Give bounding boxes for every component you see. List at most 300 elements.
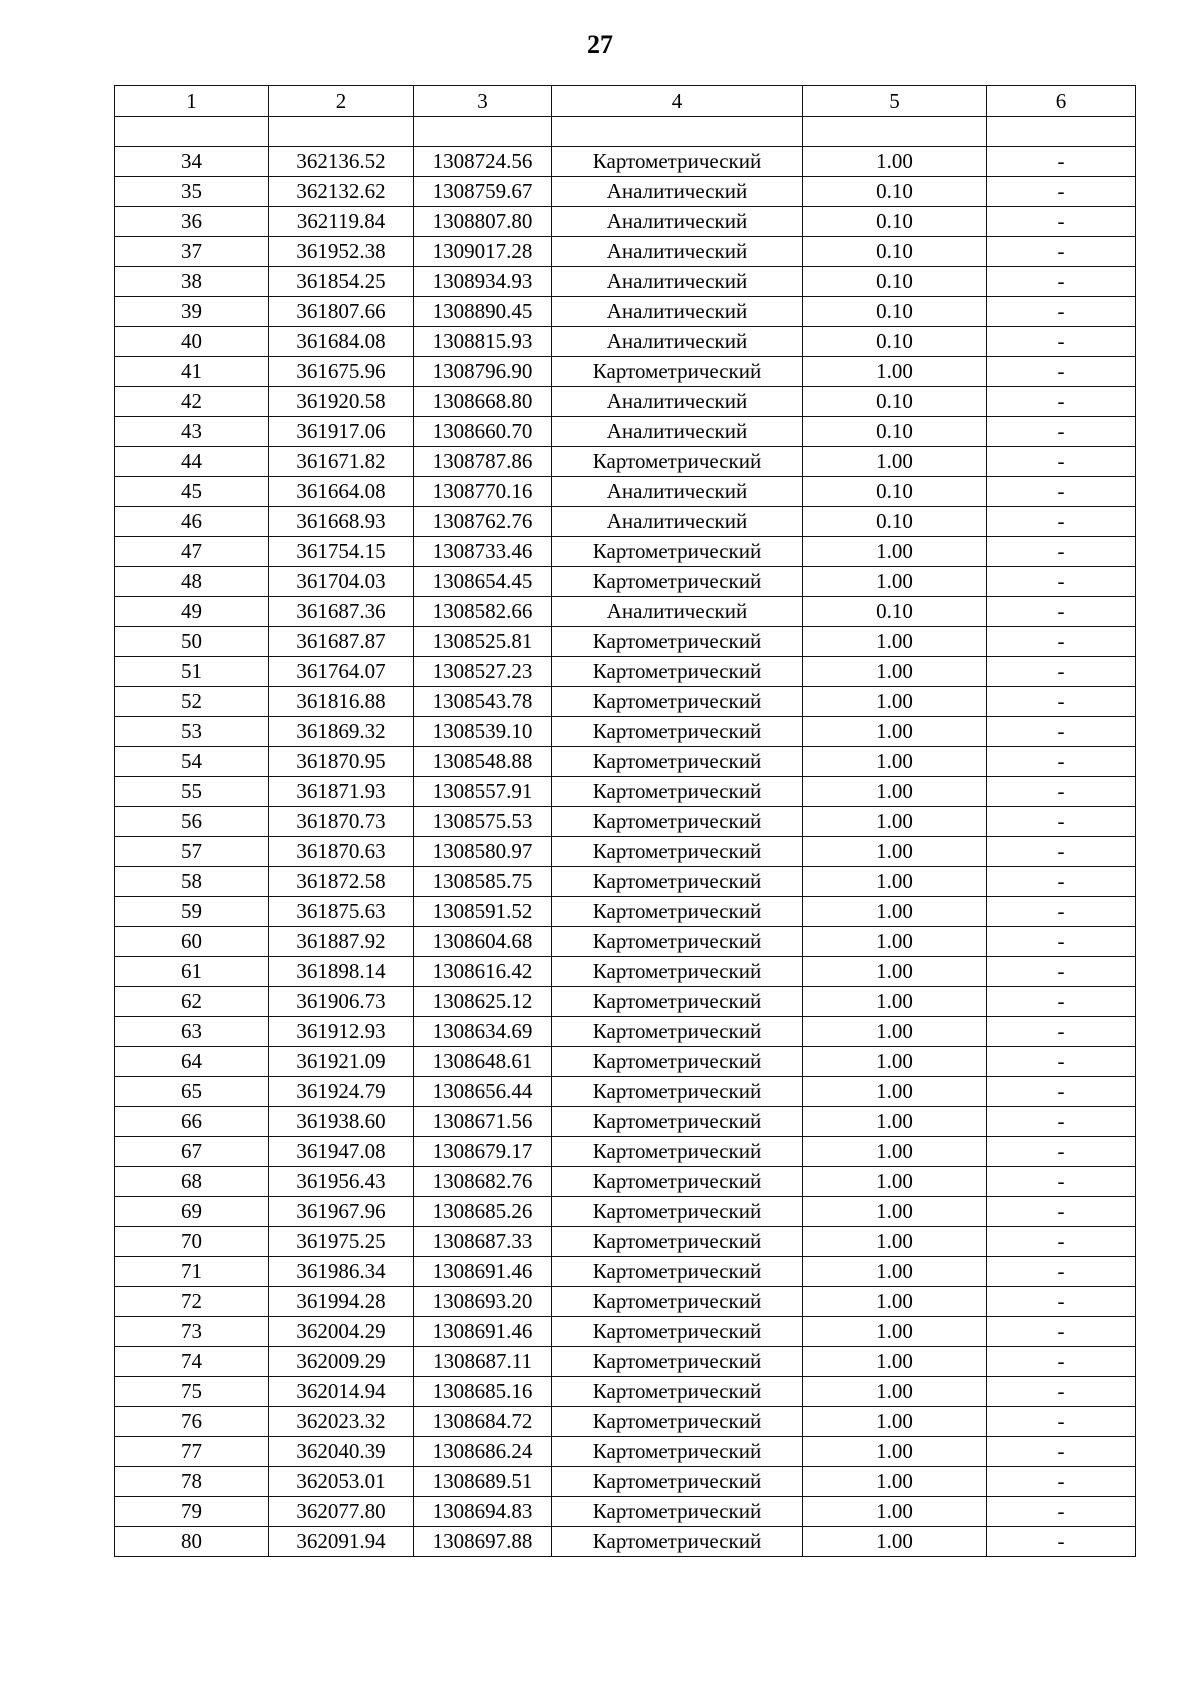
table-row	[115, 687, 1136, 717]
y-coordinate-cell: 1308762.76	[414, 507, 552, 537]
table-row	[115, 1017, 1136, 1047]
point-number-cell: 76	[115, 1407, 269, 1437]
method-cell: Аналитический	[552, 477, 803, 507]
y-coordinate-cell: 1308934.93	[414, 267, 552, 297]
point-number-cell: 72	[115, 1287, 269, 1317]
point-number-cell: 51	[115, 657, 269, 687]
point-number-cell: 71	[115, 1257, 269, 1287]
x-coordinate-cell: 361684.08	[269, 327, 414, 357]
method-cell: Картометрический	[552, 147, 803, 177]
table-header-row	[115, 86, 1136, 117]
point-number-cell: 39	[115, 297, 269, 327]
table-row	[115, 1467, 1136, 1497]
point-number-cell: 35	[115, 177, 269, 207]
note-cell: -	[987, 417, 1136, 447]
table-row	[115, 327, 1136, 357]
accuracy-cell: 1.00	[803, 687, 987, 717]
note-cell: -	[987, 1407, 1136, 1437]
accuracy-cell: 1.00	[803, 1317, 987, 1347]
accuracy-cell: 0.10	[803, 417, 987, 447]
note-cell: -	[987, 747, 1136, 777]
column-header: 2	[269, 86, 414, 117]
note-cell: -	[987, 1317, 1136, 1347]
table-row	[115, 297, 1136, 327]
table-row	[115, 267, 1136, 297]
accuracy-cell: 1.00	[803, 1527, 987, 1557]
point-number-cell: 65	[115, 1077, 269, 1107]
y-coordinate-cell: 1308686.24	[414, 1437, 552, 1467]
accuracy-cell: 1.00	[803, 957, 987, 987]
y-coordinate-cell: 1308648.61	[414, 1047, 552, 1077]
accuracy-cell: 1.00	[803, 567, 987, 597]
point-number-cell: 69	[115, 1197, 269, 1227]
y-coordinate-cell: 1308585.75	[414, 867, 552, 897]
table-row	[115, 1227, 1136, 1257]
y-coordinate-cell: 1308693.20	[414, 1287, 552, 1317]
note-cell: -	[987, 567, 1136, 597]
x-coordinate-cell: 361875.63	[269, 897, 414, 927]
note-cell: -	[987, 987, 1136, 1017]
point-number-cell: 75	[115, 1377, 269, 1407]
coordinates-table	[114, 85, 1136, 1557]
note-cell: -	[987, 957, 1136, 987]
method-cell: Картометрический	[552, 1107, 803, 1137]
y-coordinate-cell: 1308671.56	[414, 1107, 552, 1137]
table-row	[115, 717, 1136, 747]
y-coordinate-cell: 1308787.86	[414, 447, 552, 477]
table-row	[115, 897, 1136, 927]
note-cell: -	[987, 1377, 1136, 1407]
table-row	[115, 1287, 1136, 1317]
point-number-cell: 43	[115, 417, 269, 447]
x-coordinate-cell: 362004.29	[269, 1317, 414, 1347]
note-cell: -	[987, 1497, 1136, 1527]
x-coordinate-cell: 362023.32	[269, 1407, 414, 1437]
method-cell: Картометрический	[552, 1317, 803, 1347]
note-cell: -	[987, 537, 1136, 567]
point-number-cell: 38	[115, 267, 269, 297]
y-coordinate-cell: 1308682.76	[414, 1167, 552, 1197]
table-row	[115, 1137, 1136, 1167]
x-coordinate-cell: 362053.01	[269, 1467, 414, 1497]
method-cell: Картометрический	[552, 717, 803, 747]
point-number-cell: 63	[115, 1017, 269, 1047]
y-coordinate-cell: 1308527.23	[414, 657, 552, 687]
table-row	[115, 417, 1136, 447]
accuracy-cell: 0.10	[803, 177, 987, 207]
column-header: 4	[552, 86, 803, 117]
x-coordinate-cell: 361956.43	[269, 1167, 414, 1197]
table-row	[115, 357, 1136, 387]
method-cell: Аналитический	[552, 417, 803, 447]
method-cell: Аналитический	[552, 237, 803, 267]
accuracy-cell: 1.00	[803, 357, 987, 387]
y-coordinate-cell: 1308654.45	[414, 567, 552, 597]
accuracy-cell: 1.00	[803, 1257, 987, 1287]
point-number-cell: 60	[115, 927, 269, 957]
note-cell: -	[987, 357, 1136, 387]
y-coordinate-cell: 1308691.46	[414, 1257, 552, 1287]
column-header: 5	[803, 86, 987, 117]
table-row	[115, 1197, 1136, 1227]
x-coordinate-cell: 361952.38	[269, 237, 414, 267]
accuracy-cell: 1.00	[803, 657, 987, 687]
point-number-cell: 74	[115, 1347, 269, 1377]
method-cell: Картометрический	[552, 927, 803, 957]
method-cell: Картометрический	[552, 1137, 803, 1167]
accuracy-cell: 1.00	[803, 147, 987, 177]
accuracy-cell: 0.10	[803, 297, 987, 327]
note-cell: -	[987, 1197, 1136, 1227]
x-coordinate-cell: 361764.07	[269, 657, 414, 687]
note-cell: -	[987, 1437, 1136, 1467]
blank-cell	[115, 117, 269, 147]
table-row	[115, 1377, 1136, 1407]
point-number-cell: 73	[115, 1317, 269, 1347]
point-number-cell: 64	[115, 1047, 269, 1077]
accuracy-cell: 0.10	[803, 597, 987, 627]
x-coordinate-cell: 362009.29	[269, 1347, 414, 1377]
y-coordinate-cell: 1308616.42	[414, 957, 552, 987]
y-coordinate-cell: 1308580.97	[414, 837, 552, 867]
accuracy-cell: 1.00	[803, 1227, 987, 1257]
method-cell: Картометрический	[552, 1497, 803, 1527]
point-number-cell: 41	[115, 357, 269, 387]
accuracy-cell: 1.00	[803, 837, 987, 867]
note-cell: -	[987, 207, 1136, 237]
column-header: 1	[115, 86, 269, 117]
x-coordinate-cell: 361975.25	[269, 1227, 414, 1257]
accuracy-cell: 1.00	[803, 927, 987, 957]
blank-cell	[414, 117, 552, 147]
x-coordinate-cell: 362077.80	[269, 1497, 414, 1527]
blank-cell	[987, 117, 1136, 147]
method-cell: Аналитический	[552, 327, 803, 357]
x-coordinate-cell: 361938.60	[269, 1107, 414, 1137]
accuracy-cell: 1.00	[803, 1287, 987, 1317]
x-coordinate-cell: 361869.32	[269, 717, 414, 747]
accuracy-cell: 0.10	[803, 387, 987, 417]
table-row	[115, 1527, 1136, 1557]
y-coordinate-cell: 1308685.26	[414, 1197, 552, 1227]
method-cell: Картометрический	[552, 657, 803, 687]
method-cell: Картометрический	[552, 447, 803, 477]
x-coordinate-cell: 361754.15	[269, 537, 414, 567]
method-cell: Картометрический	[552, 687, 803, 717]
method-cell: Аналитический	[552, 387, 803, 417]
note-cell: -	[987, 927, 1136, 957]
x-coordinate-cell: 361671.82	[269, 447, 414, 477]
accuracy-cell: 1.00	[803, 1467, 987, 1497]
x-coordinate-cell: 361668.93	[269, 507, 414, 537]
method-cell: Картометрический	[552, 1197, 803, 1227]
x-coordinate-cell: 361912.93	[269, 1017, 414, 1047]
table-row	[115, 567, 1136, 597]
accuracy-cell: 1.00	[803, 1137, 987, 1167]
accuracy-cell: 1.00	[803, 627, 987, 657]
point-number-cell: 70	[115, 1227, 269, 1257]
y-coordinate-cell: 1308684.72	[414, 1407, 552, 1437]
accuracy-cell: 1.00	[803, 1047, 987, 1077]
note-cell: -	[987, 447, 1136, 477]
column-header: 6	[987, 86, 1136, 117]
point-number-cell: 54	[115, 747, 269, 777]
note-cell: -	[987, 1347, 1136, 1377]
table-row	[115, 657, 1136, 687]
blank-cell	[552, 117, 803, 147]
table-row	[115, 147, 1136, 177]
method-cell: Картометрический	[552, 867, 803, 897]
method-cell: Аналитический	[552, 507, 803, 537]
x-coordinate-cell: 362014.94	[269, 1377, 414, 1407]
x-coordinate-cell: 361898.14	[269, 957, 414, 987]
table-row	[115, 177, 1136, 207]
note-cell: -	[987, 507, 1136, 537]
method-cell: Картометрический	[552, 1227, 803, 1257]
method-cell: Картометрический	[552, 1047, 803, 1077]
table-row	[115, 927, 1136, 957]
y-coordinate-cell: 1308548.88	[414, 747, 552, 777]
method-cell: Картометрический	[552, 987, 803, 1017]
table-row	[115, 237, 1136, 267]
x-coordinate-cell: 361816.88	[269, 687, 414, 717]
note-cell: -	[987, 177, 1136, 207]
accuracy-cell: 1.00	[803, 447, 987, 477]
note-cell: -	[987, 1467, 1136, 1497]
point-number-cell: 45	[115, 477, 269, 507]
table-row	[115, 1077, 1136, 1107]
y-coordinate-cell: 1308687.11	[414, 1347, 552, 1377]
note-cell: -	[987, 777, 1136, 807]
point-number-cell: 37	[115, 237, 269, 267]
table-row	[115, 1167, 1136, 1197]
note-cell: -	[987, 1017, 1136, 1047]
note-cell: -	[987, 807, 1136, 837]
method-cell: Аналитический	[552, 207, 803, 237]
x-coordinate-cell: 361687.36	[269, 597, 414, 627]
accuracy-cell: 1.00	[803, 897, 987, 927]
x-coordinate-cell: 361967.96	[269, 1197, 414, 1227]
blank-cell	[803, 117, 987, 147]
point-number-cell: 79	[115, 1497, 269, 1527]
table-row	[115, 1437, 1136, 1467]
point-number-cell: 61	[115, 957, 269, 987]
table-row	[115, 207, 1136, 237]
x-coordinate-cell: 362132.62	[269, 177, 414, 207]
point-number-cell: 57	[115, 837, 269, 867]
note-cell: -	[987, 1047, 1136, 1077]
accuracy-cell: 1.00	[803, 1107, 987, 1137]
y-coordinate-cell: 1308694.83	[414, 1497, 552, 1527]
note-cell: -	[987, 237, 1136, 267]
note-cell: -	[987, 837, 1136, 867]
table-row	[115, 1107, 1136, 1137]
table-row	[115, 387, 1136, 417]
y-coordinate-cell: 1308582.66	[414, 597, 552, 627]
point-number-cell: 80	[115, 1527, 269, 1557]
note-cell: -	[987, 387, 1136, 417]
table-row	[115, 957, 1136, 987]
y-coordinate-cell: 1309017.28	[414, 237, 552, 267]
x-coordinate-cell: 361872.58	[269, 867, 414, 897]
method-cell: Аналитический	[552, 297, 803, 327]
note-cell: -	[987, 627, 1136, 657]
note-cell: -	[987, 867, 1136, 897]
x-coordinate-cell: 362136.52	[269, 147, 414, 177]
note-cell: -	[987, 897, 1136, 927]
note-cell: -	[987, 1257, 1136, 1287]
y-coordinate-cell: 1308591.52	[414, 897, 552, 927]
point-number-cell: 49	[115, 597, 269, 627]
table-row	[115, 537, 1136, 567]
accuracy-cell: 1.00	[803, 717, 987, 747]
table-row	[115, 837, 1136, 867]
note-cell: -	[987, 267, 1136, 297]
method-cell: Картометрический	[552, 747, 803, 777]
table-row	[115, 477, 1136, 507]
accuracy-cell: 1.00	[803, 777, 987, 807]
page-number: 27	[587, 30, 613, 59]
accuracy-cell: 1.00	[803, 1167, 987, 1197]
accuracy-cell: 1.00	[803, 1407, 987, 1437]
y-coordinate-cell: 1308689.51	[414, 1467, 552, 1497]
x-coordinate-cell: 361924.79	[269, 1077, 414, 1107]
y-coordinate-cell: 1308807.80	[414, 207, 552, 237]
table-row	[115, 1407, 1136, 1437]
point-number-cell: 77	[115, 1437, 269, 1467]
method-cell: Картометрический	[552, 1017, 803, 1047]
x-coordinate-cell: 361947.08	[269, 1137, 414, 1167]
note-cell: -	[987, 1227, 1136, 1257]
x-coordinate-cell: 361917.06	[269, 417, 414, 447]
accuracy-cell: 1.00	[803, 1347, 987, 1377]
method-cell: Картометрический	[552, 1347, 803, 1377]
x-coordinate-cell: 362040.39	[269, 1437, 414, 1467]
y-coordinate-cell: 1308687.33	[414, 1227, 552, 1257]
method-cell: Картометрический	[552, 537, 803, 567]
point-number-cell: 46	[115, 507, 269, 537]
method-cell: Картометрический	[552, 1167, 803, 1197]
x-coordinate-cell: 361887.92	[269, 927, 414, 957]
y-coordinate-cell: 1308668.80	[414, 387, 552, 417]
method-cell: Картометрический	[552, 567, 803, 597]
y-coordinate-cell: 1308525.81	[414, 627, 552, 657]
point-number-cell: 59	[115, 897, 269, 927]
x-coordinate-cell: 361870.95	[269, 747, 414, 777]
accuracy-cell: 1.00	[803, 807, 987, 837]
table-row	[115, 1347, 1136, 1377]
note-cell: -	[987, 297, 1136, 327]
accuracy-cell: 1.00	[803, 1017, 987, 1047]
method-cell: Аналитический	[552, 177, 803, 207]
x-coordinate-cell: 362119.84	[269, 207, 414, 237]
method-cell: Картометрический	[552, 777, 803, 807]
note-cell: -	[987, 597, 1136, 627]
method-cell: Картометрический	[552, 627, 803, 657]
method-cell: Аналитический	[552, 267, 803, 297]
method-cell: Картометрический	[552, 1077, 803, 1107]
method-cell: Картометрический	[552, 1527, 803, 1557]
note-cell: -	[987, 717, 1136, 747]
x-coordinate-cell: 362091.94	[269, 1527, 414, 1557]
x-coordinate-cell: 361870.63	[269, 837, 414, 867]
accuracy-cell: 0.10	[803, 207, 987, 237]
accuracy-cell: 1.00	[803, 1377, 987, 1407]
point-number-cell: 47	[115, 537, 269, 567]
table-row	[115, 627, 1136, 657]
y-coordinate-cell: 1308815.93	[414, 327, 552, 357]
table-row	[115, 1497, 1136, 1527]
note-cell: -	[987, 1167, 1136, 1197]
method-cell: Картометрический	[552, 1377, 803, 1407]
accuracy-cell: 1.00	[803, 987, 987, 1017]
accuracy-cell: 0.10	[803, 237, 987, 267]
method-cell: Аналитический	[552, 597, 803, 627]
table-row	[115, 447, 1136, 477]
x-coordinate-cell: 361854.25	[269, 267, 414, 297]
point-number-cell: 40	[115, 327, 269, 357]
point-number-cell: 56	[115, 807, 269, 837]
note-cell: -	[987, 327, 1136, 357]
point-number-cell: 44	[115, 447, 269, 477]
accuracy-cell: 1.00	[803, 537, 987, 567]
point-number-cell: 36	[115, 207, 269, 237]
note-cell: -	[987, 1287, 1136, 1317]
point-number-cell: 52	[115, 687, 269, 717]
y-coordinate-cell: 1308685.16	[414, 1377, 552, 1407]
note-cell: -	[987, 477, 1136, 507]
y-coordinate-cell: 1308625.12	[414, 987, 552, 1017]
table-row	[115, 1257, 1136, 1287]
point-number-cell: 53	[115, 717, 269, 747]
column-header: 3	[414, 86, 552, 117]
accuracy-cell: 1.00	[803, 1197, 987, 1227]
note-cell: -	[987, 1077, 1136, 1107]
x-coordinate-cell: 361920.58	[269, 387, 414, 417]
note-cell: -	[987, 657, 1136, 687]
table-row	[115, 597, 1136, 627]
x-coordinate-cell: 361871.93	[269, 777, 414, 807]
note-cell: -	[987, 687, 1136, 717]
y-coordinate-cell: 1308697.88	[414, 1527, 552, 1557]
y-coordinate-cell: 1308796.90	[414, 357, 552, 387]
note-cell: -	[987, 1107, 1136, 1137]
table-row	[115, 867, 1136, 897]
method-cell: Картометрический	[552, 357, 803, 387]
method-cell: Картометрический	[552, 1287, 803, 1317]
blank-cell	[269, 117, 414, 147]
table-row	[115, 1047, 1136, 1077]
y-coordinate-cell: 1308770.16	[414, 477, 552, 507]
y-coordinate-cell: 1308634.69	[414, 1017, 552, 1047]
accuracy-cell: 1.00	[803, 1077, 987, 1107]
x-coordinate-cell: 361921.09	[269, 1047, 414, 1077]
y-coordinate-cell: 1308575.53	[414, 807, 552, 837]
table-row	[115, 807, 1136, 837]
x-coordinate-cell: 361807.66	[269, 297, 414, 327]
table-row	[115, 777, 1136, 807]
y-coordinate-cell: 1308679.17	[414, 1137, 552, 1167]
y-coordinate-cell: 1308759.67	[414, 177, 552, 207]
method-cell: Картометрический	[552, 837, 803, 867]
accuracy-cell: 1.00	[803, 1497, 987, 1527]
y-coordinate-cell: 1308543.78	[414, 687, 552, 717]
y-coordinate-cell: 1308691.46	[414, 1317, 552, 1347]
point-number-cell: 66	[115, 1107, 269, 1137]
blank-row	[115, 117, 1136, 147]
point-number-cell: 55	[115, 777, 269, 807]
point-number-cell: 42	[115, 387, 269, 417]
